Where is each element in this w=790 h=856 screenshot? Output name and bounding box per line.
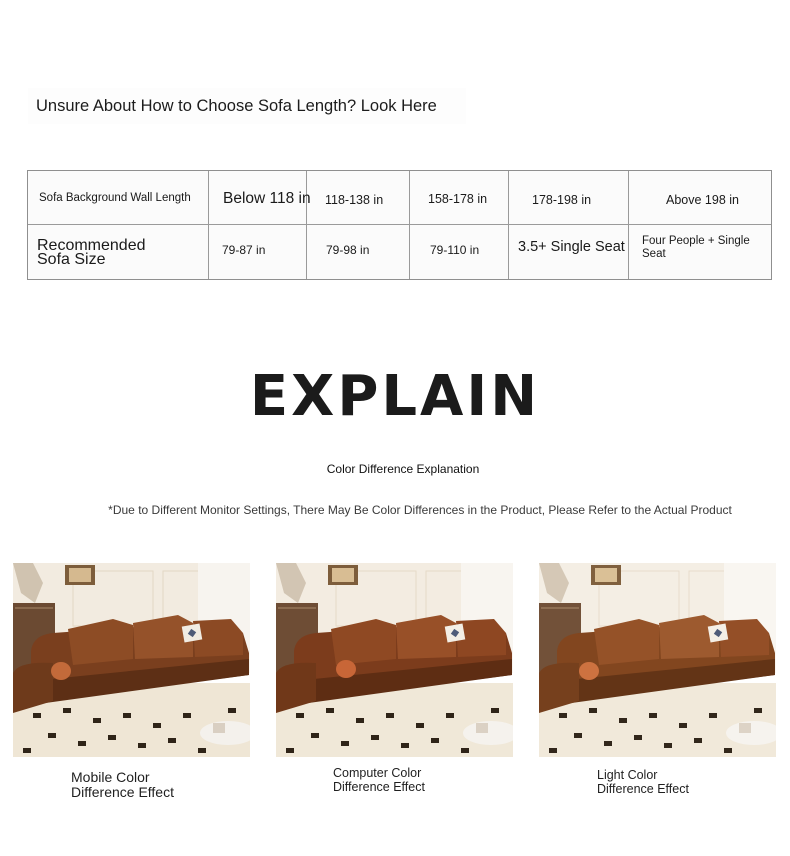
table-divider xyxy=(508,171,509,279)
sofa-size-line: Four People + Single xyxy=(642,235,750,247)
wall-length-cell: Above 198 in xyxy=(666,193,739,207)
table-divider xyxy=(208,171,209,279)
caption-line: Difference Effect xyxy=(597,781,689,796)
wall-length-cell: 118-138 in xyxy=(325,193,384,207)
table-divider xyxy=(409,171,410,279)
explain-title: EXPLAIN xyxy=(249,364,541,429)
wall-length-cell: Below 118 in xyxy=(223,190,311,207)
wall-length-cell: 178-198 in xyxy=(532,193,592,207)
row-label-wall-length: Sofa Background Wall Length xyxy=(39,192,191,204)
table-divider xyxy=(628,171,629,279)
caption-computer xyxy=(333,767,425,795)
sofa-size-table xyxy=(27,170,772,280)
caption-line: Mobile Color xyxy=(71,769,150,785)
caption-line: Computer Color xyxy=(333,766,422,780)
sofa-size-line: Seat xyxy=(642,248,666,260)
sofa-size-cell: 79-98 in xyxy=(326,243,370,257)
color-difference-subtitle: Color Difference Explanation xyxy=(326,462,480,476)
sofa-size-cell: 3.5+ Single Seat xyxy=(518,239,625,255)
table-divider xyxy=(306,171,307,279)
sofa-photo-mobile xyxy=(13,563,250,757)
caption-line: Difference Effect xyxy=(333,779,425,794)
sofa-size-cell: 79-87 in xyxy=(222,243,266,257)
table-divider xyxy=(28,224,771,225)
monitor-color-note: *Due to Different Monitor Settings, There May Be Color Differences in the Product, Please Refer to the Actual Product xyxy=(108,503,732,517)
caption-mobile xyxy=(71,770,174,801)
sofa-size-cell: 79-110 in xyxy=(430,243,480,257)
sofa-photo-light xyxy=(539,563,776,757)
row-label-line: Sofa Size xyxy=(37,251,106,268)
row-label-recommended-size xyxy=(37,239,146,267)
caption-line: Difference Effect xyxy=(71,784,174,801)
sofa-photo-computer xyxy=(276,563,513,757)
wall-length-cell: 158-178 in xyxy=(428,192,488,206)
sofa-size-cell xyxy=(642,235,750,261)
caption-line: Light Color xyxy=(597,768,658,782)
row-label-line: Recommended xyxy=(37,237,146,254)
sofa-length-heading: Unsure About How to Choose Sofa Length? Look Here xyxy=(28,88,466,124)
caption-light xyxy=(597,769,689,797)
